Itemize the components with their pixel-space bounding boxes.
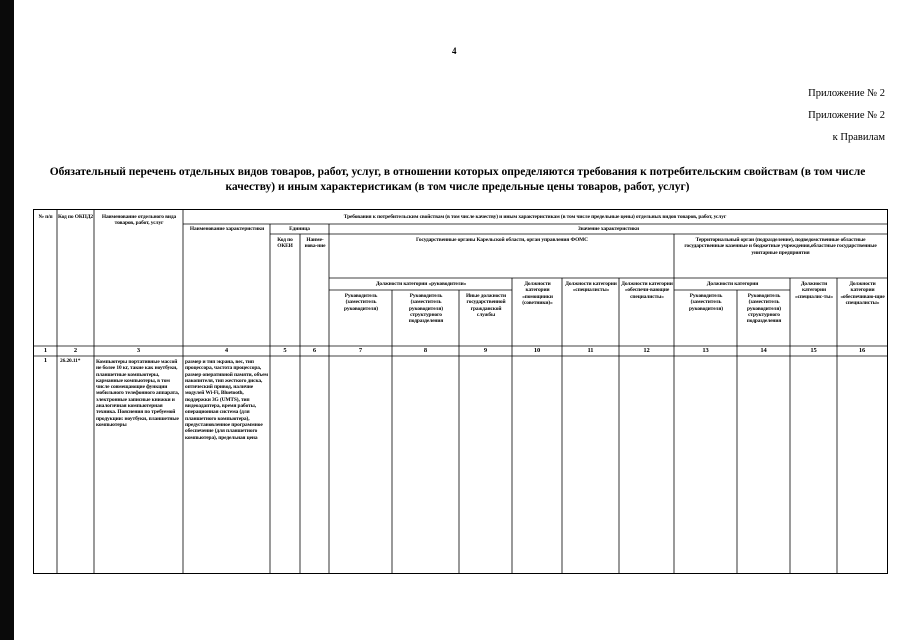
col-number-14: 14 — [760, 348, 767, 354]
col-number-8: 8 — [423, 348, 428, 354]
row1-okpd: 26.20.11* — [60, 358, 81, 364]
col-number-5: 5 — [283, 348, 287, 354]
col-number-7: 7 — [358, 348, 363, 354]
annex-line-2: Приложение № 2 — [808, 110, 885, 121]
header-unit: Единица — [289, 226, 310, 232]
col-number-2: 2 — [73, 348, 78, 354]
header-gov-leaders: Должности категории «руководители» — [375, 281, 467, 287]
col-number-3: 3 — [136, 348, 141, 354]
page-number: 4 — [452, 46, 457, 56]
header-gov-col7: Руководитель (заместитель руководителя) — [344, 293, 378, 312]
header-gov-col9: Иные должности государственной гражданской службы — [465, 293, 507, 318]
header-requirements: Требования к потребительским свойствам (в том числе качеству) и иным характеристикам (в том числе предельные цены) отдельных видов товаров, работ, услуг — [343, 214, 727, 220]
col-number-1: 1 — [43, 348, 48, 354]
header-terr-category: Должности категории — [706, 281, 759, 287]
header-gov-col11: Должности категории «специалисты» — [565, 281, 617, 294]
scan-edge-bar — [0, 0, 14, 640]
annex-line-3: к Правилам — [832, 132, 885, 143]
col-number-6: 6 — [312, 348, 317, 354]
header-product-name: Наименование отдельного вида товаров, работ, услуг — [101, 214, 177, 227]
col-number-4: 4 — [224, 348, 229, 354]
header-terr-col13: Руководитель (заместитель руководителя) — [689, 293, 723, 312]
header-terr-col15: Должности категории «специалис-ты» — [794, 281, 833, 300]
col-number-12: 12 — [643, 348, 650, 354]
row1-product-name: Компьютеры портативные массой не более 10 кг, такие как ноутбуки, планшетные компьютеры, карманные компьютеры, в том числе совмещающие функции мобильного телефонного аппарата, электронные записные книжки и аналогичная компьютерная техника. Пояснения по требуемой продукции: ноутбуки, планшетные компьютеры — [96, 359, 179, 428]
header-value: Значение характеристики — [577, 226, 640, 232]
col-number-15: 15 — [810, 348, 817, 354]
row1-num: 1 — [43, 358, 48, 364]
header-characteristic-name: Наименование характеристики — [189, 226, 265, 232]
row1-characteristics: размер и тип экрана, вес, тип процессора, частота процессора, размер оперативной памяти, объем накопителя, тип жесткого диска, оптический привод, наличие модулей Wi-Fi, Bluetooth, поддержки 3G (UMTS), тип видеоадаптера, время работы, операционная система (для планшетного компьютера), предустановленное программное обеспечение (для планшетного компьютера), предельная цена — [185, 359, 268, 441]
col-number-9: 9 — [483, 348, 488, 354]
col-number-16: 16 — [858, 348, 866, 354]
document-title: Обязательный перечень отдельных видов товаров, работ, услуг, в отношении которых определяются требования к потребительским свойствам (в том числе качеству) и иным характеристикам (в том числе предельные цены товаров, работ, услуг) — [49, 166, 866, 193]
header-terr-col16: Должности категории «обеспечиваю-щие специалисты» — [840, 281, 885, 306]
header-gov-bodies: Государственные органы Карельской области, орган управления ФОМС — [416, 237, 588, 243]
header-gov-col12: Должности категории «обеспечи-вающие специалисты» — [621, 281, 673, 300]
header-terr-col14: Руководитель (заместитель руководителя) структурного подразделения — [746, 293, 782, 325]
header-gov-col10: Должности категории «помощники (советники)» — [522, 281, 553, 306]
col-number-10: 10 — [533, 348, 541, 354]
header-num: № п/п — [38, 214, 53, 220]
col-number-13: 13 — [702, 348, 709, 354]
col-number-11: 11 — [587, 348, 594, 354]
annex-line-1: Приложение № 2 — [808, 88, 885, 99]
header-gov-col8: Руководитель (заместитель руководителя) структурного подразделения — [408, 293, 444, 325]
header-unit-code: Код по ОКЕИ — [277, 237, 293, 250]
header-unit-name: Наиме-нова-ние — [304, 237, 326, 250]
requirements-table — [33, 209, 888, 574]
header-okpd: Код по ОКПД2 — [58, 214, 93, 220]
header-territorial: Территориальный орган (подразделение), подведомственные областные государственные казенные и бюджетные учреждения,областные государственные унитарные предприятия — [684, 237, 877, 256]
